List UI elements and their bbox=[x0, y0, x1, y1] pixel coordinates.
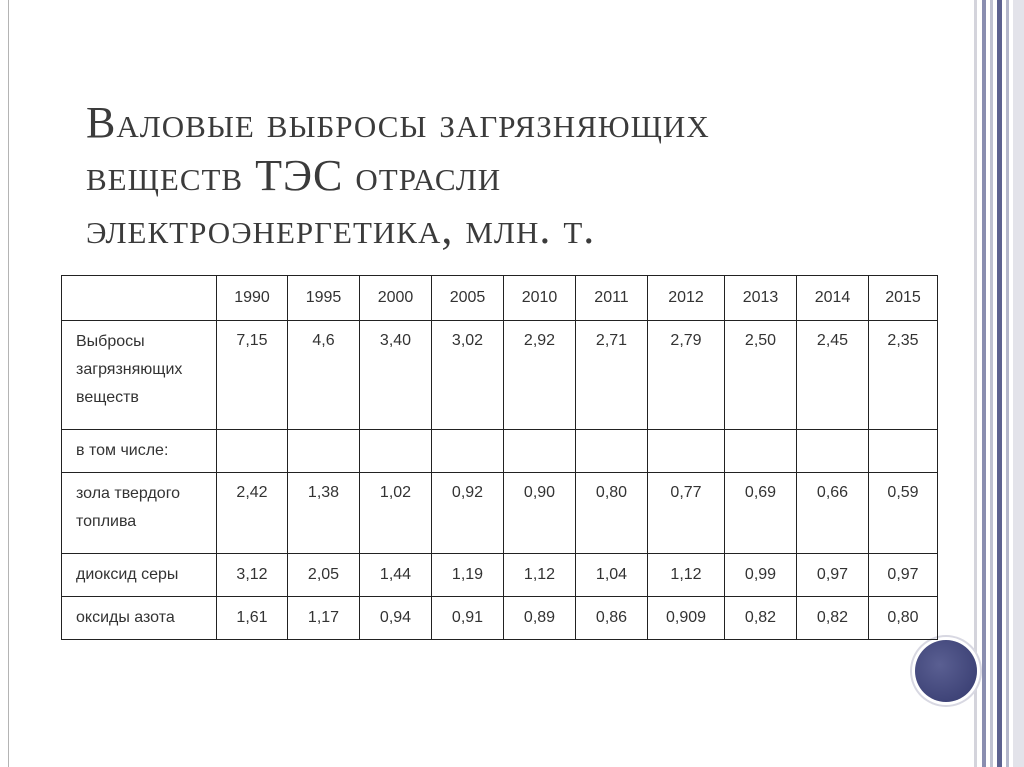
value-cell: 1,44 bbox=[360, 554, 432, 597]
row-label-line: веществ bbox=[76, 389, 139, 406]
year-header-cell: 1990 bbox=[217, 276, 288, 321]
value-cell: 2,45 bbox=[797, 321, 869, 430]
table-row bbox=[62, 473, 938, 554]
row-label-cell bbox=[62, 321, 217, 430]
value-cell: 1,12 bbox=[504, 554, 576, 597]
emissions-table-container bbox=[61, 275, 923, 626]
value-cell: 3,40 bbox=[360, 321, 432, 430]
value-cell: 3,12 bbox=[217, 554, 288, 597]
value-cell: 1,19 bbox=[432, 554, 504, 597]
slide-frame-line bbox=[8, 0, 9, 767]
value-cell: 1,38 bbox=[288, 473, 360, 554]
value-cell: 0,69 bbox=[725, 473, 797, 554]
value-cell bbox=[360, 430, 432, 473]
value-cell: 0,66 bbox=[797, 473, 869, 554]
row-label-line: оксиды азота bbox=[76, 609, 175, 626]
table-row bbox=[62, 321, 938, 430]
value-cell bbox=[648, 430, 725, 473]
value-cell bbox=[217, 430, 288, 473]
value-cell: 0,91 bbox=[432, 597, 504, 640]
value-cell: 2,42 bbox=[217, 473, 288, 554]
value-cell: 2,05 bbox=[288, 554, 360, 597]
value-cell: 2,50 bbox=[725, 321, 797, 430]
decorative-circle bbox=[915, 640, 977, 702]
table-row bbox=[62, 554, 938, 597]
value-cell bbox=[725, 430, 797, 473]
value-cell bbox=[432, 430, 504, 473]
table-header-row bbox=[62, 276, 938, 321]
year-header-cell: 2014 bbox=[797, 276, 869, 321]
value-cell: 1,61 bbox=[217, 597, 288, 640]
row-label-cell bbox=[62, 473, 217, 554]
value-cell: 1,04 bbox=[576, 554, 648, 597]
value-cell: 0,80 bbox=[869, 597, 938, 640]
value-cell: 0,89 bbox=[504, 597, 576, 640]
year-header-cell: 2005 bbox=[432, 276, 504, 321]
value-cell: 2,71 bbox=[576, 321, 648, 430]
value-cell: 2,35 bbox=[869, 321, 938, 430]
value-cell: 0,86 bbox=[576, 597, 648, 640]
value-cell: 0,94 bbox=[360, 597, 432, 640]
row-label-line: Выбросы bbox=[76, 333, 145, 350]
value-cell bbox=[576, 430, 648, 473]
title-line-2: веществ ТЭС отрасли bbox=[86, 151, 502, 200]
year-header-cell: 2000 bbox=[360, 276, 432, 321]
value-cell: 0,97 bbox=[797, 554, 869, 597]
value-cell: 4,6 bbox=[288, 321, 360, 430]
value-cell: 0,97 bbox=[869, 554, 938, 597]
value-cell: 0,82 bbox=[797, 597, 869, 640]
value-cell: 0,77 bbox=[648, 473, 725, 554]
year-header-cell: 2015 bbox=[869, 276, 938, 321]
value-cell: 1,17 bbox=[288, 597, 360, 640]
year-header-cell: 2010 bbox=[504, 276, 576, 321]
year-header-cell: 2011 bbox=[576, 276, 648, 321]
year-header-cell: 2013 bbox=[725, 276, 797, 321]
value-cell bbox=[797, 430, 869, 473]
table-row bbox=[62, 430, 938, 473]
row-label-line: топлива bbox=[76, 513, 137, 530]
row-label-line: загрязняющих bbox=[76, 361, 183, 378]
value-cell: 2,79 bbox=[648, 321, 725, 430]
table-row bbox=[62, 597, 938, 640]
value-cell: 0,92 bbox=[432, 473, 504, 554]
slide-title bbox=[86, 96, 906, 255]
table-corner-cell bbox=[62, 276, 217, 321]
title-line-3: электроэнергетика, млн. т. bbox=[86, 204, 596, 253]
value-cell: 0,59 bbox=[869, 473, 938, 554]
value-cell: 0,80 bbox=[576, 473, 648, 554]
row-label-cell bbox=[62, 430, 217, 473]
value-cell bbox=[504, 430, 576, 473]
value-cell: 1,02 bbox=[360, 473, 432, 554]
title-line-1: Валовые выбросы загрязняющих bbox=[86, 98, 710, 147]
value-cell: 7,15 bbox=[217, 321, 288, 430]
year-header-cell: 2012 bbox=[648, 276, 725, 321]
emissions-table bbox=[61, 275, 938, 640]
value-cell: 2,92 bbox=[504, 321, 576, 430]
value-cell: 0,82 bbox=[725, 597, 797, 640]
value-cell: 3,02 bbox=[432, 321, 504, 430]
row-label-line: диоксид серы bbox=[76, 566, 179, 583]
year-header-cell: 1995 bbox=[288, 276, 360, 321]
row-label-cell bbox=[62, 554, 217, 597]
value-cell: 0,909 bbox=[648, 597, 725, 640]
value-cell: 0,90 bbox=[504, 473, 576, 554]
value-cell: 1,12 bbox=[648, 554, 725, 597]
value-cell bbox=[288, 430, 360, 473]
row-label-line: в том числе: bbox=[76, 442, 169, 459]
decorative-stripes bbox=[974, 0, 1024, 767]
row-label-line: зола твердого bbox=[76, 485, 181, 502]
value-cell bbox=[869, 430, 938, 473]
value-cell: 0,99 bbox=[725, 554, 797, 597]
row-label-cell bbox=[62, 597, 217, 640]
